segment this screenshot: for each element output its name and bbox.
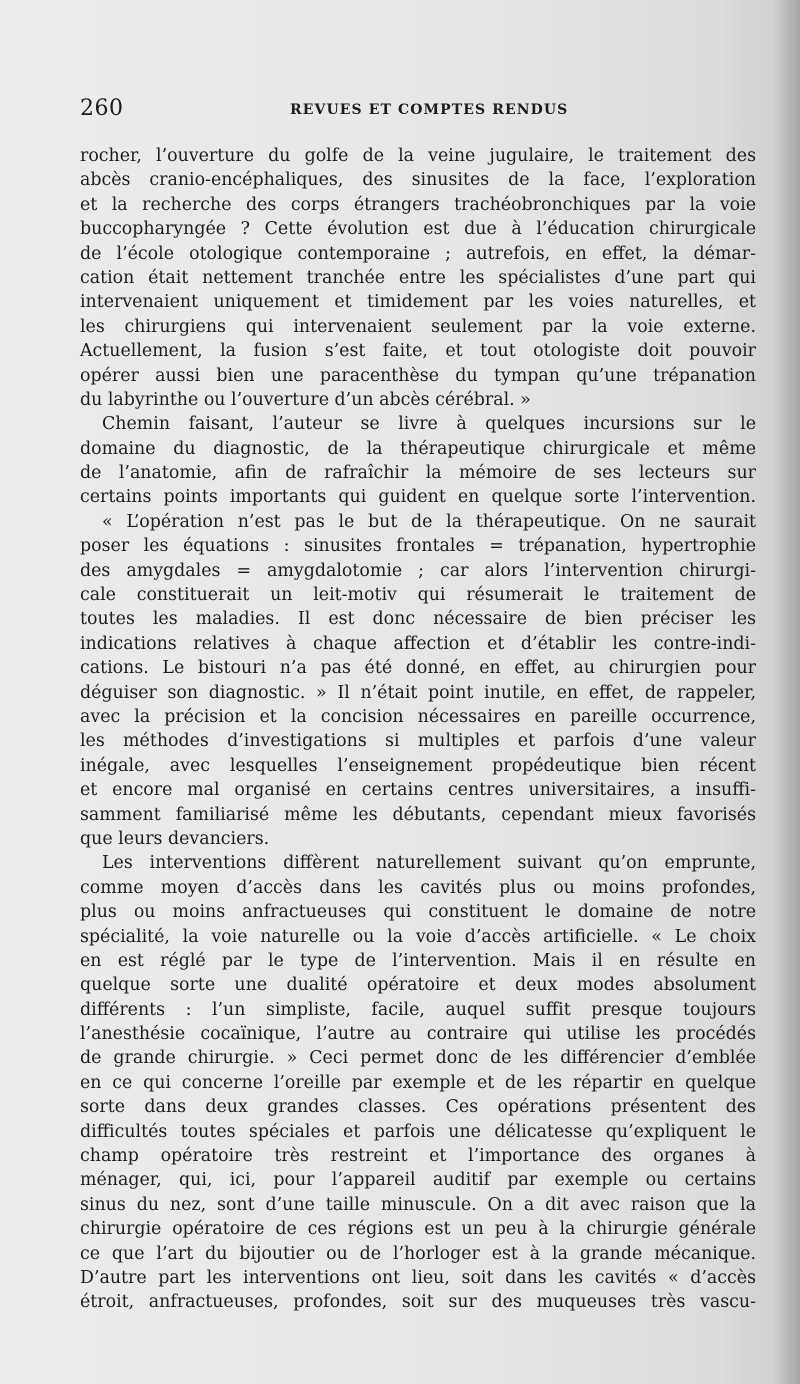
text-line: difficultés toutes spéciales et parfois une délicatesse qu’expliquent le bbox=[80, 1121, 756, 1142]
text-line: Les interventions diffèrent naturellement suivant qu’on emprunte, bbox=[102, 853, 756, 874]
text-line: indications relatives à chaque affection et d’établir les contre-indi- bbox=[80, 633, 756, 654]
text-line: Chemin faisant, l’auteur se livre à quelques incursions sur le bbox=[102, 414, 756, 435]
text-line: intervenaient uniquement et timidement par les voies naturelles, et bbox=[80, 292, 756, 313]
text-line: buccopharyngée ? Cette évolution est due à l’éducation chirurgicale bbox=[80, 219, 756, 240]
text-line: abcès cranio-encéphaliques, des sinusites de la face, l’exploration bbox=[80, 170, 756, 191]
text-line: de l’école otologique contemporaine ; autrefois, en effet, la démar- bbox=[80, 243, 756, 264]
text-line: les chirurgiens qui intervenaient seulement par la voie externe. bbox=[80, 316, 756, 337]
text-line: en ce qui concerne l’oreille par exemple et de les répartir en quelque bbox=[80, 1072, 756, 1093]
text-line: Actuellement, la fusion s’est faite, et tout otologiste doit pouvoir bbox=[80, 341, 756, 362]
text-line: ce que l’art du bijoutier ou de l’horloger est à la grande mécanique. bbox=[80, 1243, 756, 1264]
text-line: cation était nettement tranchée entre les spécialistes d’une part qui bbox=[80, 267, 756, 288]
text-line: étroit, anfractueuses, profondes, soit sur des muqueuses très vascu- bbox=[80, 1292, 756, 1313]
text-line: en est réglé par le type de l’intervention. Mais il en résulte en bbox=[80, 950, 756, 971]
page-edge-shadow bbox=[774, 0, 800, 1384]
text-line: rocher, l’ouverture du golfe de la veine jugulaire, le traitement des bbox=[80, 146, 756, 166]
text-line: champ opératoire très restreint et l’importance des organes à bbox=[80, 1146, 756, 1167]
text-line: toutes les maladies. Il est donc nécessaire de bien préciser les bbox=[80, 609, 756, 630]
text-line: de grande chirurgie. » Ceci permet donc de les différencier d’emblée bbox=[80, 1048, 756, 1069]
text-line: poser les équations : sinusites frontales = trépanation, hypertrophie bbox=[80, 536, 756, 557]
text-line: chirurgie opératoire de ces régions est un peu à la chirurgie générale bbox=[80, 1219, 756, 1240]
text-line: « L’opération n’est pas le but de la thérapeutique. On ne saurait bbox=[102, 511, 756, 532]
text-line: D’autre part les interventions ont lieu, soit dans les cavités « d’accès bbox=[80, 1267, 756, 1288]
text-line: plus ou moins anfractueuses qui constituent le domaine de notre bbox=[80, 902, 756, 923]
page-number: 260 bbox=[80, 96, 124, 121]
text-line: cale constituerait un leit-motiv qui résumerait le traitement de bbox=[80, 585, 756, 606]
text-line: domaine du diagnostic, de la thérapeutique chirurgicale et même bbox=[80, 438, 756, 459]
text-line: et la recherche des corps étrangers trachéobronchiques par la voie bbox=[80, 194, 756, 215]
text-line: les méthodes d’investigations si multiples et parfois d’une valeur bbox=[80, 731, 756, 752]
text-line: et encore mal organisé en certains centres universitaires, a insuffi- bbox=[80, 780, 756, 801]
text-line: ménager, qui, ici, pour l’appareil auditif par exemple ou certains bbox=[80, 1170, 756, 1191]
text-line: opérer aussi bien une paracenthèse du tympan qu’une trépanation bbox=[80, 365, 756, 386]
text-line: de l’anatomie, afin de rafraîchir la mémoire de ses lecteurs sur bbox=[80, 463, 756, 484]
text-line: du labyrinthe ou l’ouverture d’un abcès cérébral. » bbox=[80, 389, 531, 410]
text-line: sinus du nez, sont d’une taille minuscule. On a dit avec raison que la bbox=[80, 1194, 756, 1215]
text-line: spécialité, la voie naturelle ou la voie d’accès artificielle. « Le choix bbox=[80, 926, 756, 947]
text-line: sorte dans deux grandes classes. Ces opérations présentent des bbox=[80, 1097, 756, 1118]
text-line: certains points importants qui guident en quelque sorte l’intervention. bbox=[80, 487, 756, 508]
body-text bbox=[80, 144, 756, 1315]
text-line: comme moyen d’accès dans les cavités plus ou moins profondes, bbox=[80, 877, 756, 898]
text-line: des amygdales = amygdalotomie ; car alors l’intervention chirurgi- bbox=[80, 560, 756, 581]
text-line: cations. Le bistouri n’a pas été donné, en effet, au chirurgien pour bbox=[80, 658, 756, 679]
text-line: samment familiarisé même les débutants, cependant mieux favorisés bbox=[80, 804, 756, 825]
running-title: REVUES ET COMPTES RENDUS bbox=[290, 102, 569, 118]
text-line: inégale, avec lesquelles l’enseignement propédeutique bien récent bbox=[80, 755, 756, 776]
page-header bbox=[80, 96, 760, 126]
text-line: déguiser son diagnostic. » Il n’était point inutile, en effet, de rappeler, bbox=[80, 682, 756, 703]
text-line: quelque sorte une dualité opératoire et deux modes absolument bbox=[80, 975, 756, 996]
text-line: l’anesthésie cocaïnique, l’autre au contraire qui utilise les procédés bbox=[80, 1024, 756, 1045]
text-line: différents : l’un simpliste, facile, auquel suffit presque toujours bbox=[80, 999, 756, 1020]
text-line: avec la précision et la concision nécessaires en pareille occurrence, bbox=[80, 706, 756, 727]
text-line: que leurs devanciers. bbox=[80, 828, 270, 849]
